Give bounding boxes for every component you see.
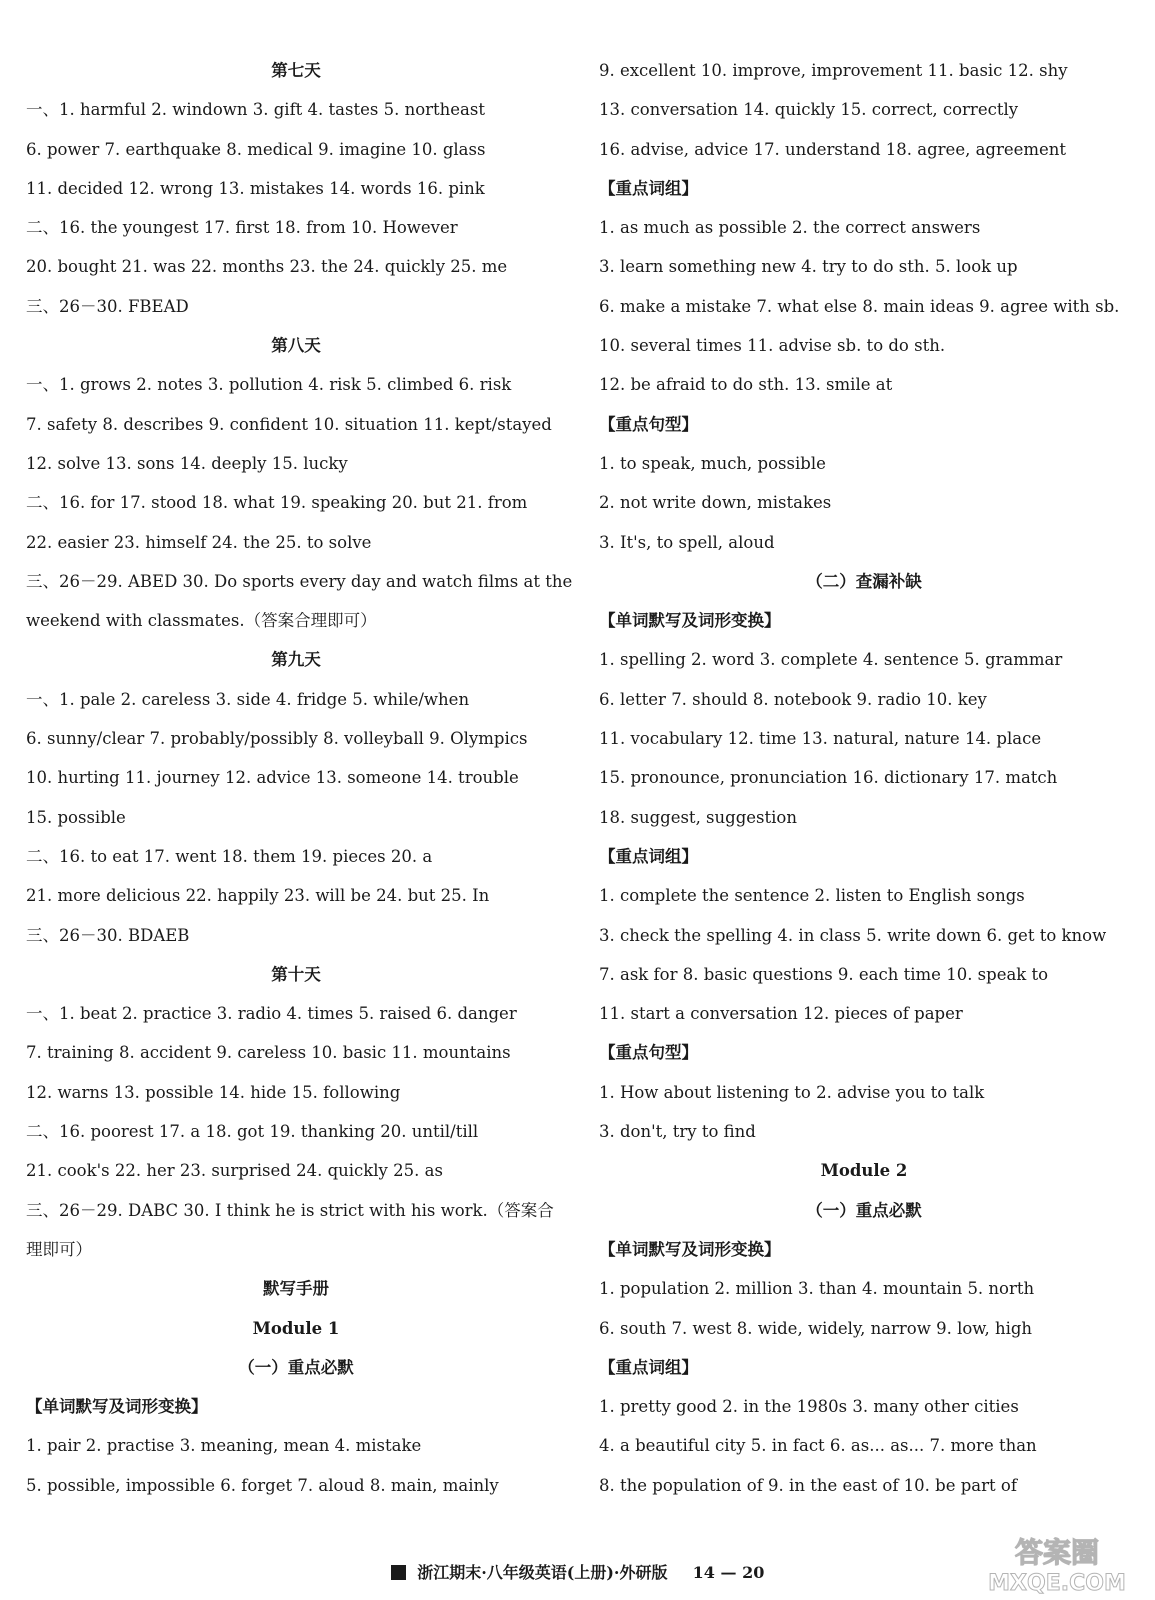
answer-line: 二、16. to eat 17. went 18. them 19. pieces 20. a [26,846,433,866]
answer-line: 12. warns 13. possible 14. hide 15. following [26,1082,401,1102]
watermark-line2: MXQE.COM [988,1571,1126,1596]
answer-line: 6. sunny/clear 7. probably/possibly 8. volleyball 9. Olympics [26,729,528,749]
answer-line: 3. learn something new 4. try to do sth. 5. look up [599,257,1018,277]
answer-line: 三、26－30. BDAEB [26,925,190,945]
subsection-label: 【单词默写及词形变换】 [599,611,781,631]
answer-line: 1. pair 2. practise 3. meaning, mean 4. mistake [26,1436,422,1456]
answer-line: 13. conversation 14. quickly 15. correct, correctly [599,100,1019,120]
answer-line: 3. check the spelling 4. in class 5. write down 6. get to know [599,925,1107,945]
answer-line: 7. safety 8. describes 9. confident 10. situation 11. kept/stayed [26,414,552,434]
section-heading: 默写手册 [263,1279,329,1299]
footer-square-icon [391,1565,406,1580]
subsection-label: 【重点词组】 [599,1357,698,1377]
section-heading: （一）重点必默 [806,1200,922,1220]
answer-line: 21. cook's 22. her 23. surprised 24. quickly 25. as [26,1161,443,1181]
answer-line: 2. not write down, mistakes [599,493,832,513]
answer-line: 15. pronounce, pronunciation 16. dictionary 17. match [599,768,1058,788]
answer-line: 8. the population of 9. in the east of 10. be part of [599,1475,1017,1495]
answer-line: 1. as much as possible 2. the correct answers [599,218,981,238]
answer-line: 3. don't, try to find [599,1122,756,1142]
answer-line: 二、16. poorest 17. a 18. got 19. thanking 20. until/till [26,1122,479,1142]
subsection-label: 【单词默写及词形变换】 [26,1397,208,1417]
answer-line: 5. possible, impossible 6. forget 7. aloud 8. main, mainly [26,1475,499,1495]
answer-line: 一、1. harmful 2. windown 3. gift 4. tastes 5. northeast [26,100,485,120]
section-heading: 第十天 [271,964,321,984]
footer-title: 浙江期末·八年级英语(上册)·外研版 [417,1563,668,1582]
subsection-label: 【重点句型】 [599,1043,698,1063]
answer-line: 6. make a mistake 7. what else 8. main ideas 9. agree with sb. [599,296,1120,316]
answer-line: 一、1. grows 2. notes 3. pollution 4. risk 5. climbed 6. risk [26,375,512,395]
section-heading: 第七天 [271,61,321,80]
answer-line: 3. It's, to spell, aloud [599,532,775,552]
answer-line: 二、16. the youngest 17. first 18. from 10. However [26,218,458,238]
answer-line: 一、1. pale 2. careless 3. side 4. fridge 5. while/when [26,689,470,709]
answer-line: 三、26－29. ABED 30. Do sports every day and watch films at the [26,571,573,591]
section-heading: （一）重点必默 [238,1357,354,1377]
answer-line: 21. more delicious 22. happily 23. will be 24. but 25. In [26,886,490,906]
subsection-label: 【重点句型】 [599,414,698,434]
section-heading: 第八天 [271,336,321,356]
answer-line: 11. decided 12. wrong 13. mistakes 14. words 16. pink [26,178,485,198]
answer-line: 一、1. beat 2. practice 3. radio 4. times 5. raised 6. danger [26,1004,517,1024]
answer-line: 1. pretty good 2. in the 1980s 3. many other cities [599,1397,1019,1417]
answer-line: 1. complete the sentence 2. listen to English songs [599,886,1025,906]
subsection-label: 【单词默写及词形变换】 [599,1239,781,1259]
section-heading: Module 2 [820,1161,908,1181]
answer-line: 三、26－30. FBEAD [26,296,189,316]
answer-line: 18. suggest, suggestion [599,807,797,827]
answer-line: weekend with classmates.（答案合理即可） [26,611,377,631]
answer-line: 6. letter 7. should 8. notebook 9. radio 10. key [599,689,987,709]
answer-line: 11. vocabulary 12. time 13. natural, nature 14. place [599,729,1042,749]
answer-line: 三、26－29. DABC 30. I think he is strict with his work.（答案合 [26,1200,554,1220]
answer-line: 4. a beautiful city 5. in fact 6. as... as... 7. more than [599,1436,1037,1456]
answer-line: 12. solve 13. sons 14. deeply 15. lucky [26,453,348,473]
answer-line: 15. possible [26,807,126,827]
answer-line: 10. several times 11. advise sb. to do sth. [599,336,946,356]
section-heading: Module 1 [252,1318,340,1338]
answer-line: 6. power 7. earthquake 8. medical 9. imagine 10. glass [26,139,486,159]
answer-line: 7. ask for 8. basic questions 9. each time 10. speak to [599,964,1049,984]
watermark-line1: 答案圈 [1014,1536,1100,1569]
answer-line: 二、16. for 17. stood 18. what 19. speaking 20. but 21. from [26,493,528,513]
right-column [599,51,1129,1505]
watermark-logo [967,1526,1147,1596]
answer-line: 1. How about listening to 2. advise you to talk [599,1082,985,1102]
answer-line: 12. be afraid to do sth. 13. smile at [599,375,893,395]
subsection-label: 【重点词组】 [599,846,698,866]
answer-line: 10. hurting 11. journey 12. advice 13. someone 14. trouble [26,768,519,788]
answer-line: 7. training 8. accident 9. careless 10. basic 11. mountains [26,1043,511,1063]
left-column [26,51,573,1505]
answer-line: 16. advise, advice 17. understand 18. agree, agreement [599,139,1067,159]
answer-line: 理即可） [26,1239,92,1259]
footer-page-number: 14 — 20 [692,1563,765,1582]
answer-line: 9. excellent 10. improve, improvement 11. basic 12. shy [599,61,1068,80]
section-heading: 第九天 [271,650,321,670]
subsection-label: 【重点词组】 [599,178,698,198]
answer-line: 1. to speak, much, possible [599,453,826,473]
answer-line: 1. spelling 2. word 3. complete 4. sentence 5. grammar [599,650,1063,670]
answer-line: 20. bought 21. was 22. months 23. the 24. quickly 25. me [26,257,508,277]
answer-line: 22. easier 23. himself 24. the 25. to solve [26,532,372,552]
answer-line: 6. south 7. west 8. wide, widely, narrow 9. low, high [599,1318,1033,1338]
answer-line: 11. start a conversation 12. pieces of paper [599,1004,963,1024]
answer-line: 1. population 2. million 3. than 4. mountain 5. north [599,1279,1035,1299]
section-heading: （二）查漏补缺 [806,571,922,591]
